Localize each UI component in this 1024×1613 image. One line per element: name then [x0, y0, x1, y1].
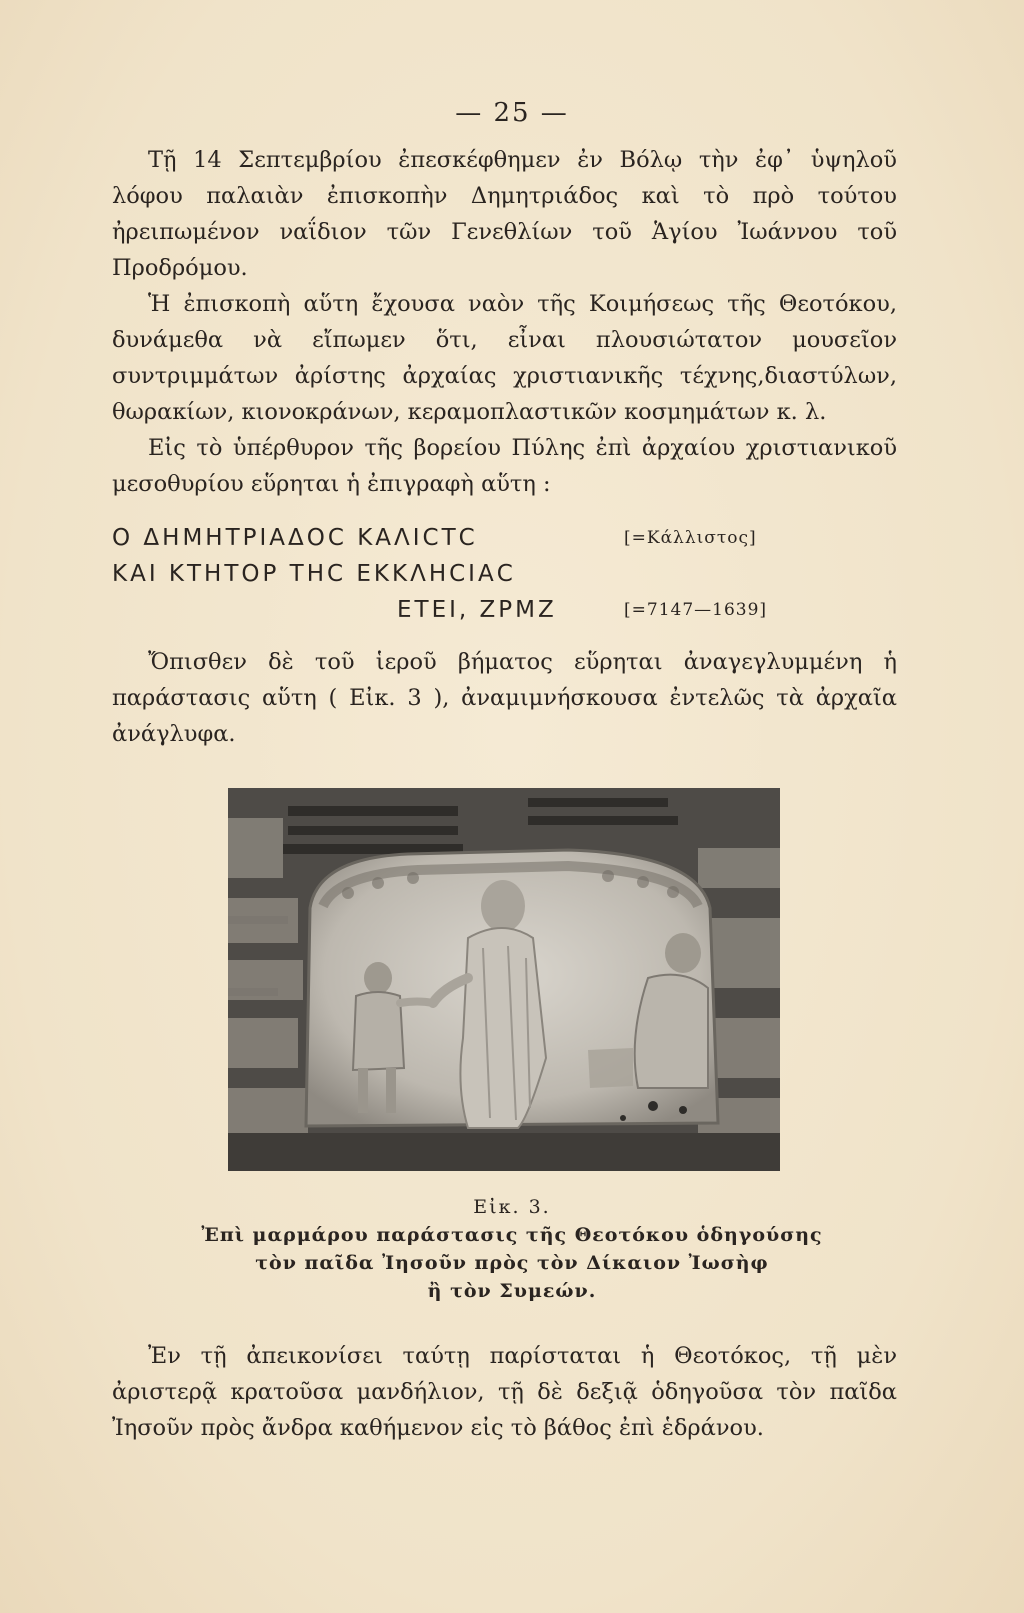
intro-text-block: [112, 142, 897, 502]
caption-line-2: τὸν παῖδα Ἰησοῦν πρὸς τὸν Δίκαιον Ἰωσὴφ: [255, 1252, 769, 1274]
inscription-note-1: [=Κάλλιστος]: [624, 528, 757, 548]
caption-line-3: ἢ τὸν Συμεών.: [427, 1280, 597, 1302]
inscription-block: [112, 520, 912, 628]
inscription-line-3: [112, 592, 912, 628]
inscription-text-2: ΚΑΙ ΚΤΗΤΟΡ ΤΗC ΕΚΚΛΗCΙΑC: [112, 561, 516, 587]
figure-caption: [112, 1193, 912, 1305]
relief-illustration: [228, 788, 780, 1171]
paragraph-4: Ὄπισθεν δὲ τοῦ ἱεροῦ βήματος εὕρηται ἀναγεγλυμμένη ἡ παράστασις αὕτη ( Εἰκ. 3 ), ἀναμιμνήσκουσα ἐντελῶς τὰ ἀρχαῖα ἀνάγλυφα.: [112, 649, 897, 747]
inscription-line-2: [112, 556, 912, 592]
paragraph-2: Ἡ ἐπισκοπὴ αὕτη ἔχουσα ναὸν τῆς Κοιμήσεως τῆς Θεοτόκου, δυνάμεθα νὰ εἴπωμεν ὅτι, εἶναι πλουσιώτατον μουσεῖον συντριμμάτων ἀρίστης ἀρχαίας χριστιανικῆς τέχνης,διαστύλων, θωρακίων, κιονοκράνων, κεραμοπλαστικῶν κοσμημάτων κ. λ.: [112, 291, 897, 425]
inscription-text-1: Ο ΔΗΜΗΤΡΙΑΔΟC ΚΑΛΙCΤC: [112, 525, 478, 551]
paragraph-4-block: [112, 644, 897, 752]
paragraph-5: Ἐν τῇ ἀπεικονίσει ταύτῃ παρίσταται ἡ Θεοτόκος, τῇ μὲν ἀριστερᾷ κρατοῦσα μανδήλιον, τῇ δὲ δεξιᾷ ὁδηγοῦσα τὸν παῖδα Ἰησοῦν πρὸς ἄνδρα καθήμενον εἰς τὸ βάθος ἐπὶ ἑδράνου.: [112, 1343, 897, 1441]
paragraph-3: Εἰς τὸ ὑπέρθυρον τῆς βορείου Πύλης ἐπὶ ἀρχαίου χριστιανικοῦ μεσοθυρίου εὕρηται ἡ ἐπιγραφὴ αὕτη :: [112, 435, 897, 497]
page-number: — 25 —: [455, 98, 569, 128]
paragraph-1: Τῇ 14 Σεπτεμβρίου ἐπεσκέφθημεν ἐν Βόλῳ τὴν ἐφ᾽ ὑψηλοῦ λόφου παλαιὰν ἐπισκοπὴν Δημητριάδος καὶ τὸ πρὸ τούτου ἠρειπωμένον ναΐδιον τῶν Γενεθλίων τοῦ Ἁγίου Ἰωάννου τοῦ Προδρόμου.: [112, 147, 897, 281]
paragraph-5-block: [112, 1338, 897, 1446]
inscription-note-3: [=7147—1639]: [624, 600, 768, 620]
figure-number: Εἰκ. 3.: [473, 1196, 551, 1218]
marble-relief-photo: [228, 788, 780, 1171]
inscription-line-1: [112, 520, 912, 556]
caption-line-1: Ἐπὶ μαρμάρου παράστασις τῆς Θεοτόκου ὁδηγούσης: [201, 1224, 823, 1246]
inscription-text-3: ΕΤΕΙ, ΖΡΜΖ: [397, 597, 557, 623]
